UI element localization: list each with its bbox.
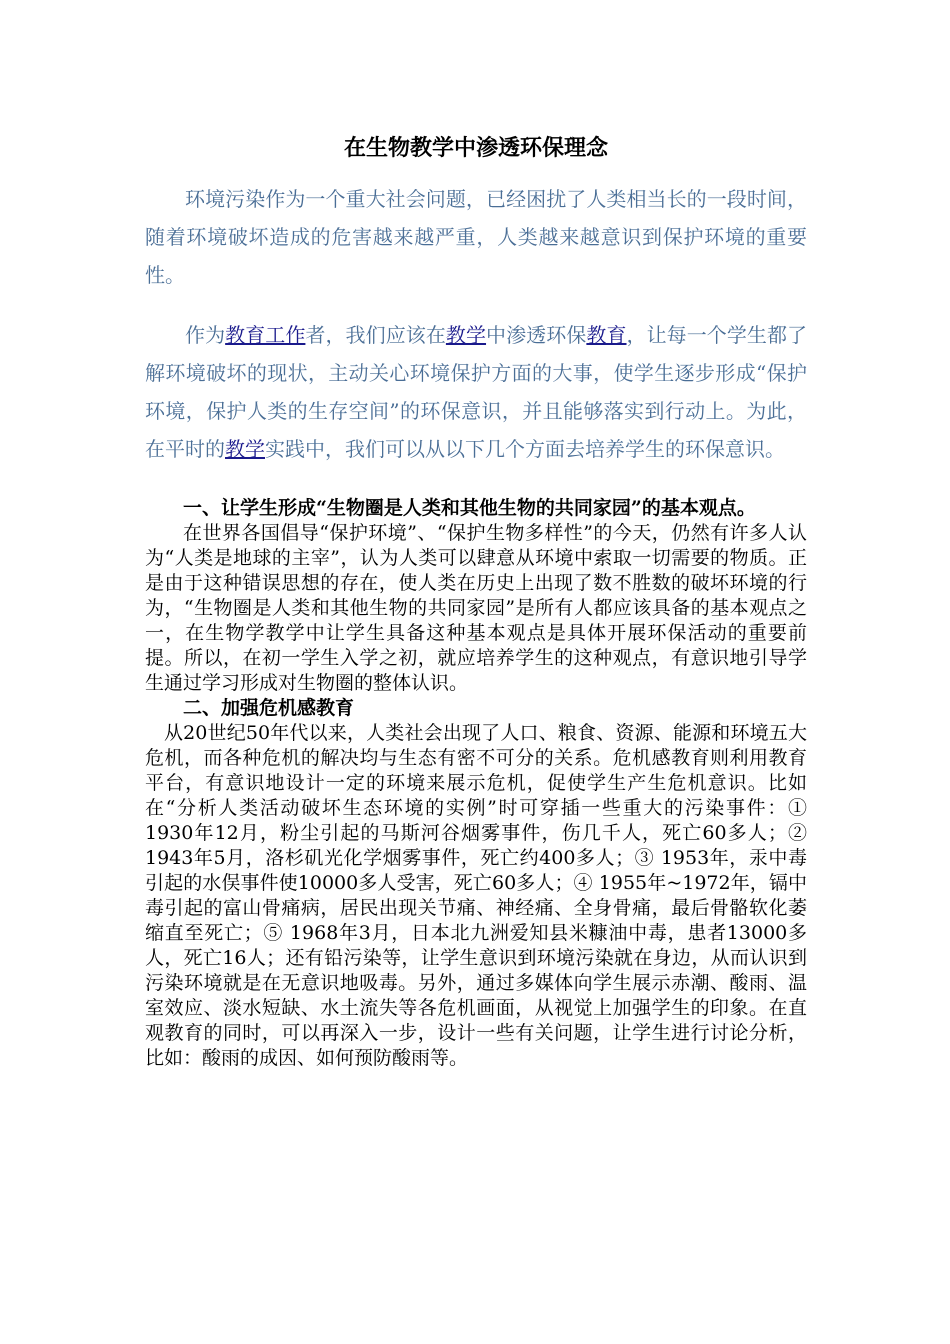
document-page <box>145 120 807 1071</box>
link-education[interactable]: 教育 <box>586 323 627 347</box>
second-paragraph-text-1: 作为 <box>185 323 226 347</box>
second-paragraph-text-2: 者，我们应该在 <box>305 323 446 347</box>
document-title: 在生物教学中渗透环保理念 <box>343 135 608 161</box>
intro-paragraph: 环境污染作为一个重大社会问题，已经困扰了人类相当长的一段时间，随着环境破坏造成的危害越来越严重，人类越来越意识到保护环境的重要性。 <box>145 187 807 287</box>
second-paragraph <box>145 316 807 468</box>
section2-body: 从20世纪50年代以来，人类社会出现了人口、粮食、资源、能源和环境五大危机，而各种危机的解决均与生态有密不可分的关系。危机感教育则利用教育平台，有意识地设计一定的环境来展示危机，促使学生产生危机意识。比如在“分析人类活动破坏生态环境的实例”时可穿插一些重大的污染事件：① 1930年12月，粉尘引起的马斯河谷烟雾事件，伤几千人，死亡60多人；② 1943年5月，洛杉矶光化学烟雾事件，死亡约400多人；③ 1953年，汞中毒引起的水俣事件使10000多人受害，死亡60多人；④ 1955年~1972年，镉中毒引起的富山骨痛病，居民出现关节痛、神经痛、全身骨痛，最后骨骼软化萎缩直至死亡；⑤ 1968年3月，日本北九洲爱知县米糠油中毒，患者13000多人，死亡16人；还有铅污染等，让学生意识到环境污染就在身边，从而认识到污染环境就是在无意识地吸毒。另外，通过多媒体向学生展示赤潮、酸雨、温室效应、淡水短缺、水土流失等各危机画面，从视觉上加强学生的印象。在直观教育的同时，可以再深入一步，设计一些有关问题，让学生进行讨论分析，比如：酸雨的成因、如何预防酸雨等。 <box>145 722 807 1069</box>
link-teaching-1[interactable]: 教学 <box>445 323 487 347</box>
second-paragraph-text-3: 中渗透环保 <box>486 323 587 347</box>
second-paragraph-text-5: 实践中，我们可以从以下几个方面去培养学生的环保意识。 <box>265 437 785 461</box>
section1-body: 在世界各国倡导“保护环境”、“保护生物多样性”的今天，仍然有许多人认为“人类是地球的主宰”，认为人类可以肆意从环境中索取一切需要的物质。正是由于这种错误思想的存在，使人类在历史上出现了数不胜数的破坏环境的行为，“生物圈是人类和其他生物的共同家园”是所有人都应该具备的基本观点之一，在生物学教学中让学生具备这种基本观点是具体开展环保活动的重要前提。所以，在初一学生入学之初，就应培养学生的这种观点，有意识地引导学生通过学习形成对生物圈的整体认识。 <box>145 522 807 694</box>
second-paragraph-text-4: ，让每一个学生都了解环境破坏的现状，主动关心环境保护方面的大事，使学生逐步形成“保护环境，保护人类的生存空间”的环保意识，并且能够落实到行动上。为此，在平时的 <box>145 323 808 461</box>
section1-heading: 一、让学生形成“生物圈是人类和其他生物的共同家园”的基本观点。 <box>183 497 756 519</box>
section2-heading: 二、加强危机感教育 <box>183 697 355 719</box>
link-teaching-2[interactable]: 教学 <box>225 437 265 461</box>
link-education-work[interactable]: 教育工作 <box>225 323 306 347</box>
